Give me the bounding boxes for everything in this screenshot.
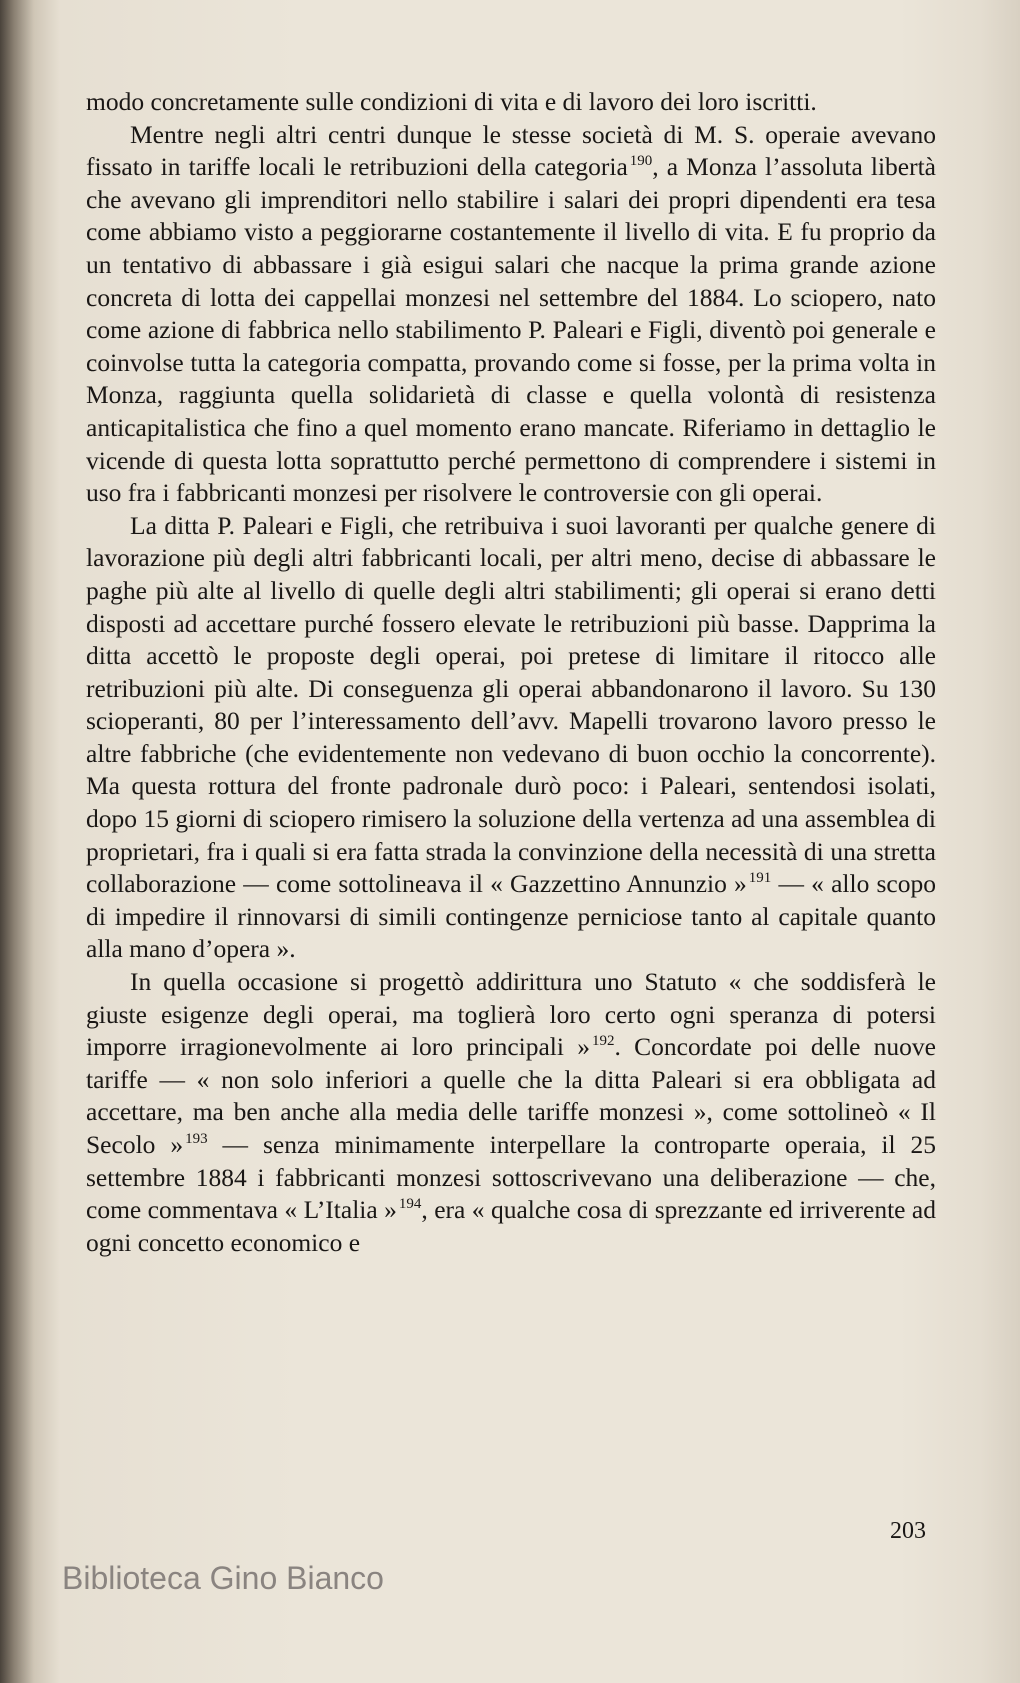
paragraph-text: — « allo scopo di impedire il rinnovarsi di simili contingenze perniciose tanto al capitale quanto alla mano d’opera ». [86, 869, 937, 964]
paragraph-text: — senza minimamente interpellare la controparte operaia, il 25 settembre 1884 i fabbricanti monzesi sottoscrivevano una deliberazione — che, come commentava « L’Italia » [86, 1130, 936, 1225]
footnote-reference: 191 [748, 870, 772, 887]
paragraph [86, 119, 936, 510]
paragraph-text: , a Monza l’assoluta libertà che avevano gli imprenditori nello stabilire i salari dei propri dipendenti era tesa come abbiamo visto a peggiorarne costantemente il livello di vita. E fu proprio da un tentativo di abbassare i già esigui salari che nacque la prima grande azione concreta di lotta dei cappellai monzesi nel settembre del 1884. Lo sciopero, nato come azione di fabbrica nello stabilimento P. Paleari e Figli, diventò poi generale e coinvolse tutta la categoria compatta, provando come si fosse, per la prima volta in Monza, raggiunta quella solidarietà di classe e quella volontà di resistenza anticapitalistica che fino a quel momento erano mancate. Riferiamo in dettaglio le vicende di questa lotta soprattutto perché permettono di comprendere i sistemi in uso fra i fabbricanti monzesi per risolvere le controversie con gli operai. [86, 152, 936, 508]
paragraph-text: La ditta P. Paleari e Figli, che retribuiva i suoi lavoranti per qualche genere di lavorazione più degli altri fabbricanti locali, per altri meno, decise di abbassare le paghe più alte al livello di quelle degli altri stabilimenti; gli operai si erano detti disposti ad accettare purché fossero elevate le retribuzioni più basse. Dapprima la ditta accettò le proposte degli operai, poi pretese di limitare il ritocco alle retribuzioni più alte. Di conseguenza gli operai abbandonarono il lavoro. Su 130 scioperanti, 80 per l’interessamento dell’avv. Mapelli trovarono lavoro presso le altre fabbriche (che evidentemente non vedevano di buon occhio la concorrente). Ma questa rottura del fronte padronale durò poco: i Paleari, sentendosi isolati, dopo 15 giorni di sciopero rimisero la soluzione della vertenza ad una assemblea di proprietari, fra i quali si era fatta strada la convinzione della necessità di una stretta collaborazione — come sottolineava il « Gazzettino Annunzio » [86, 510, 936, 899]
paragraph [86, 966, 936, 1259]
library-watermark: Biblioteca Gino Bianco [62, 1560, 384, 1596]
footnote-reference: 190 [629, 153, 653, 170]
footnote-reference: 193 [185, 1131, 208, 1147]
paragraph-text: Mentre negli altri centri dunque le stesse società di M. S. operaie avevano fissato in tariffe locali le retribuzioni della categoria [86, 119, 936, 182]
paragraph-text: . Concordate poi delle nuove tariffe — « non solo inferiori a quelle che la ditta Paleari si era obbligata ad accettare, ma ben anche alla media delle tariffe monzesi », come sottolineò « Il Secolo » [86, 1032, 936, 1159]
paragraph-text: In quella occasione si progettò addirittura uno Statuto « che soddisferà le giuste esigenze degli operai, ma toglierà loro certo ogni speranza di potersi imporre irragionevolmente ai loro principali » [86, 967, 936, 1062]
page-number: 203 [890, 1518, 926, 1544]
paragraph-text: , era « qualche cosa di sprezzante ed irriverente ad ogni concetto economico e [86, 1195, 936, 1257]
paragraph [86, 510, 936, 966]
paragraph-text: modo concretamente sulle condizioni di vita e di lavoro dei loro iscritti. [86, 87, 817, 116]
footnote-reference: 194 [398, 1196, 422, 1213]
footnote-reference: 192 [592, 1033, 615, 1050]
paragraph [86, 86, 936, 119]
body-text [86, 86, 936, 1259]
